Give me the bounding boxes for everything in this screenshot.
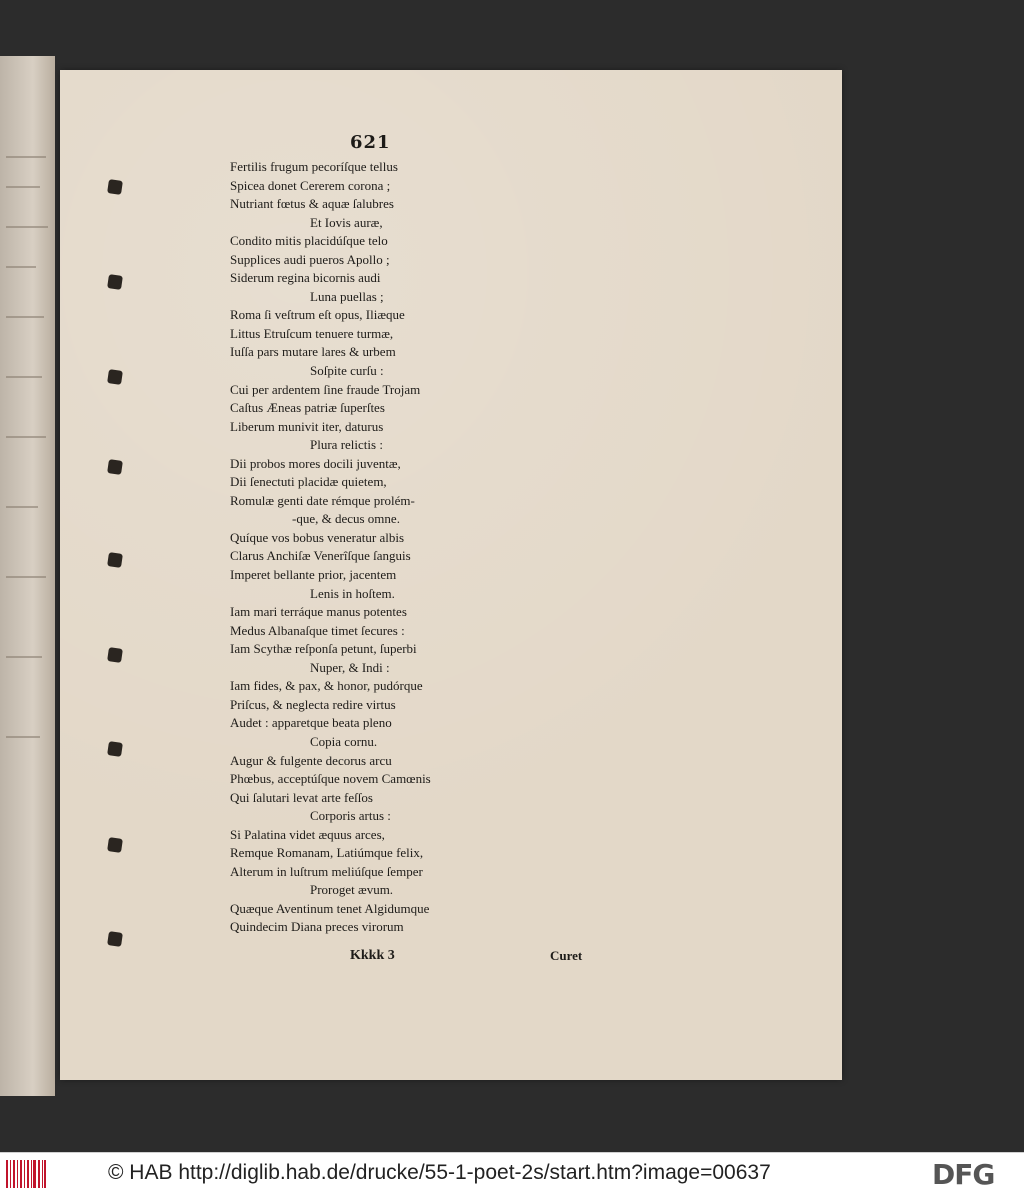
poem-line: Condito mitis placidúſque telo [230, 233, 388, 249]
poem-line: Soſpite curſu : [310, 363, 384, 379]
poem-line: Iam mari terráque manus potentes [230, 604, 407, 620]
poem-line: Quindecim Diana preces virorum [230, 919, 404, 935]
poem-line: Copia cornu. [310, 733, 378, 749]
poem-line: Nutriant fœtus & aquæ ſalubres [230, 196, 394, 212]
poem-line: Caſtus Æneas patriæ ſuperſtes [230, 400, 385, 416]
poem-line: Priſcus, & neglecta redire virtus [230, 696, 396, 712]
poem-line: Quæque Aventinum tenet Algidumque [230, 900, 430, 916]
poem-line: Audet : apparetque beata pleno [230, 715, 392, 731]
poem-line: Nuper, & Indi : [310, 659, 390, 675]
poem-line: Imperet bellante prior, jacentem [230, 567, 397, 583]
facing-page-edge [0, 56, 55, 1096]
poem-line: Augur & fulgente decorus arcu [230, 752, 392, 768]
poem-line: Phœbus, acceptúſque novem Camœnis [230, 771, 431, 787]
footer-signature: Kkkk 3 [350, 948, 395, 963]
poem-line: Fertilis frugum pecoríſque tellus [230, 159, 398, 174]
poem-line: Si Palatina videt æquus arces, [230, 826, 385, 842]
poem-line: Medus Albanaſque timet ſecures : [230, 622, 405, 638]
poem-line: Qui ſalutari levat arte feſſos [230, 789, 373, 805]
poem-line: Roma ſi veſtrum eſt opus, Iliæque [230, 307, 405, 323]
poem-line: Lenis in hoſtem. [310, 585, 395, 601]
poem-line: Spicea donet Cererem corona ; [230, 177, 391, 193]
poem-line: Iam fides, & pax, & honor, pudórque [230, 678, 423, 694]
poem-line: Clarus Anchiſæ Venerîſque ſanguis [230, 548, 411, 564]
page-signature: 621 [350, 132, 391, 153]
copyright-url[interactable]: © HAB http://diglib.hab.de/drucke/55-1-poet-2s/start.htm?image=00637 [108, 1161, 771, 1184]
poem-line: Luna puellas ; [310, 288, 384, 304]
poem-line: Dii probos mores docili juventæ, [230, 455, 401, 471]
poem-line: Romulæ genti date rémque prolém- [230, 492, 415, 508]
poem-line: Et Iovis auræ, [310, 214, 383, 230]
poem-text [230, 158, 530, 937]
barcode-logo-icon [6, 1160, 46, 1188]
poem-line: Plura relictis : [310, 437, 383, 453]
poem-line: Cui per ardentem ſine fraude Trojam [230, 381, 421, 397]
poem-line: Littus Etruſcum tenuere turmæ, [230, 325, 394, 341]
poem-line: Liberum munivit iter, daturus [230, 418, 384, 434]
poem-line: Corporis artus : [310, 808, 391, 824]
dfg-logo: DFG [932, 1158, 995, 1191]
footer-bar [0, 1152, 1024, 1194]
poem-line: Alterum in luſtrum meliúſque ſemper [230, 863, 423, 879]
poem-line: Supplices audi pueros Apollo ; [230, 251, 390, 267]
poem-line: Proroget ævum. [310, 882, 394, 898]
poem-line: Dii ſenectuti placidæ quietem, [230, 474, 387, 490]
poem-line: Iuſſa pars mutare lares & urbem [230, 344, 396, 360]
poem-line: Iam Scythæ reſponſa petunt, ſuperbi [230, 641, 417, 657]
poem-line: Siderum regina bicornis audi [230, 270, 381, 286]
catchword: Curet [550, 948, 583, 963]
poem-line: Quíque vos bobus veneratur albis [230, 529, 405, 545]
poem-line: -que, & decus omne. [292, 511, 400, 527]
poem-line: Remque Romanam, Latiúmque felix, [230, 845, 424, 861]
